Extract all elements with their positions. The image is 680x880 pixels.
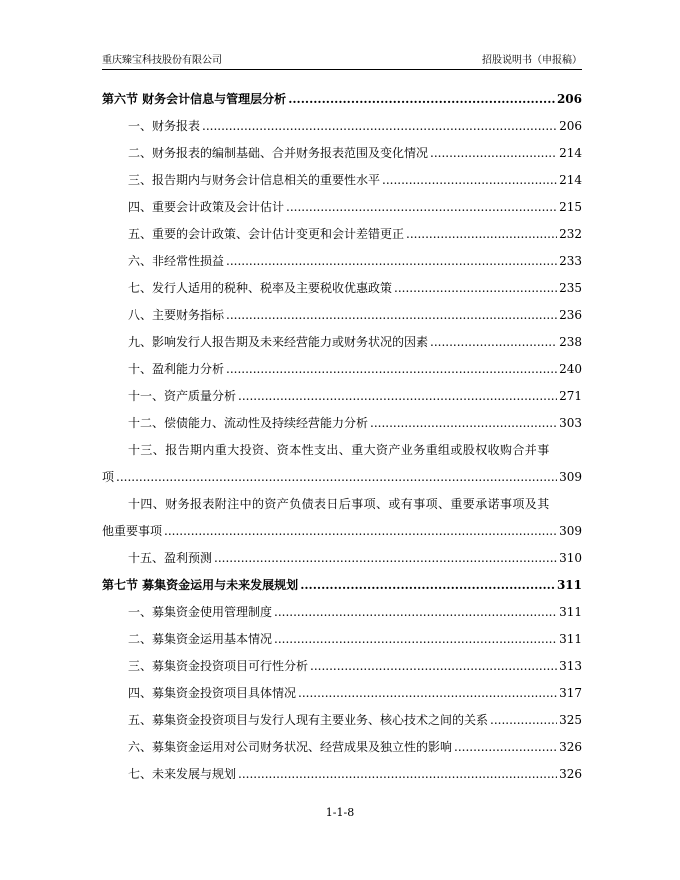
dot-leader	[226, 253, 557, 269]
toc-entry[interactable]	[102, 539, 582, 566]
toc-entry-line[interactable]: 十三、报告期内重大投资、资本性支出、重大资产业务重组或股权收购合并事	[128, 443, 550, 457]
document-title: 招股说明书（申报稿）	[482, 55, 582, 66]
toc-entry[interactable]	[102, 458, 582, 485]
toc-entry-title: 十、盈利能力分析	[128, 362, 225, 376]
toc-page-number: 303	[559, 416, 582, 430]
dot-leader	[300, 577, 555, 593]
toc-page-number: 310	[559, 551, 582, 565]
toc-page-number: 311	[556, 578, 582, 592]
toc-entry-title: 二、募集资金运用基本情况	[128, 632, 273, 646]
toc-entry-title: 五、重要的会计政策、会计估计变更和会计差错更正	[128, 227, 405, 241]
dot-leader	[214, 550, 557, 566]
toc-entry[interactable]	[102, 188, 582, 215]
dot-leader	[226, 361, 557, 377]
toc-page-number: 235	[559, 281, 582, 295]
toc-page-number: 215	[559, 200, 582, 214]
dot-leader	[370, 415, 557, 431]
dot-leader	[274, 631, 557, 647]
toc-entry[interactable]	[102, 701, 582, 728]
page-header	[102, 53, 582, 70]
toc-section[interactable]	[102, 80, 582, 107]
dot-leader	[298, 685, 557, 701]
toc-page-number: 238	[559, 335, 582, 349]
dot-leader	[226, 307, 557, 323]
toc-entry-title: 二、财务报表的编制基础、合并财务报表范围及变化情况	[128, 146, 429, 160]
dot-leader	[430, 334, 557, 350]
dot-leader	[406, 226, 557, 242]
toc-entry[interactable]	[102, 107, 582, 134]
toc-page-number: 326	[559, 740, 582, 754]
toc-entry-title: 四、重要会计政策及会计估计	[128, 200, 285, 214]
toc-entry-title: 六、募集资金运用对公司财务状况、经营成果及独立性的影响	[128, 740, 453, 754]
toc-page-number: 311	[559, 632, 582, 646]
toc-page-number: 325	[559, 713, 582, 727]
toc-page-number: 309	[559, 470, 582, 484]
company-name: 重庆臻宝科技股份有限公司	[102, 55, 222, 66]
toc-page-number: 313	[559, 659, 582, 673]
toc-page-number: 233	[559, 254, 582, 268]
toc-page-number: 326	[559, 767, 582, 781]
toc-entry-title: 八、主要财务指标	[128, 308, 225, 322]
toc-section-title: 第七节 募集资金运用与未来发展规划	[102, 578, 299, 592]
toc-page-number: 271	[559, 389, 582, 403]
dot-leader	[490, 712, 557, 728]
toc-entry[interactable]	[102, 242, 582, 269]
dot-leader	[274, 604, 557, 620]
toc-entry[interactable]	[102, 323, 582, 350]
table-of-contents	[102, 80, 582, 782]
page-number: 1-1-8	[325, 806, 355, 819]
toc-page-number: 232	[559, 227, 582, 241]
dot-leader	[288, 91, 555, 107]
toc-entry-title: 三、报告期内与财务会计信息相关的重要性水平	[128, 173, 381, 187]
toc-entry-title: 七、发行人适用的税种、税率及主要税收优惠政策	[128, 281, 393, 295]
toc-section-title: 第六节 财务会计信息与管理层分析	[102, 92, 287, 106]
toc-page-number: 214	[559, 173, 582, 187]
toc-entry-title: 九、影响发行人报告期及未来经营能力或财务状况的因素	[128, 335, 429, 349]
dot-leader	[430, 145, 557, 161]
toc-entry-title: 十二、偿债能力、流动性及持续经营能力分析	[128, 416, 369, 430]
toc-entry-title: 项	[102, 470, 115, 484]
toc-entry-title: 五、募集资金投资项目与发行人现有主要业务、核心技术之间的关系	[128, 713, 489, 727]
toc-entry[interactable]	[102, 134, 582, 161]
toc-entry-title: 六、非经常性损益	[128, 254, 225, 268]
toc-entry-title: 十五、盈利预测	[128, 551, 213, 565]
dot-leader	[238, 388, 557, 404]
toc-entry[interactable]	[102, 593, 582, 620]
toc-entry[interactable]	[102, 647, 582, 674]
toc-entry-title: 三、募集资金投资项目可行性分析	[128, 659, 309, 673]
toc-page-number: 311	[559, 605, 582, 619]
toc-entry[interactable]	[102, 404, 582, 431]
toc-section[interactable]	[102, 566, 582, 593]
toc-entry-line[interactable]: 十四、财务报表附注中的资产负债表日后事项、或有事项、重要承诺事项及其	[128, 497, 550, 511]
toc-page-number: 240	[559, 362, 582, 376]
toc-entry-title: 一、财务报表	[128, 119, 201, 133]
toc-entry-title: 他重要事项	[102, 524, 163, 538]
dot-leader	[382, 172, 557, 188]
dot-leader	[202, 118, 557, 134]
dot-leader	[286, 199, 557, 215]
toc-page-number: 206	[556, 92, 582, 106]
toc-page-number: 206	[559, 119, 582, 133]
toc-entry-title: 七、未来发展与规划	[128, 767, 237, 781]
toc-entry-title: 四、募集资金投资项目具体情况	[128, 686, 297, 700]
toc-page-number: 236	[559, 308, 582, 322]
toc-entry[interactable]	[102, 350, 582, 377]
toc-entry[interactable]	[102, 620, 582, 647]
toc-page-number: 317	[559, 686, 582, 700]
dot-leader	[310, 658, 557, 674]
toc-entry[interactable]	[102, 377, 582, 404]
toc-entry[interactable]	[102, 512, 582, 539]
dot-leader	[454, 739, 557, 755]
toc-entry[interactable]	[102, 269, 582, 296]
dot-leader	[394, 280, 557, 296]
toc-entry[interactable]	[102, 728, 582, 755]
toc-entry-title: 一、募集资金使用管理制度	[128, 605, 273, 619]
toc-page-number: 309	[559, 524, 582, 538]
toc-entry[interactable]	[102, 755, 582, 782]
toc-entry[interactable]	[102, 215, 582, 242]
toc-entry[interactable]	[102, 161, 582, 188]
dot-leader	[116, 469, 557, 485]
toc-page-number: 214	[559, 146, 582, 160]
toc-entry[interactable]	[102, 296, 582, 323]
toc-entry-title: 十一、资产质量分析	[128, 389, 237, 403]
dot-leader	[238, 766, 557, 782]
toc-entry[interactable]	[102, 674, 582, 701]
dot-leader	[164, 523, 557, 539]
